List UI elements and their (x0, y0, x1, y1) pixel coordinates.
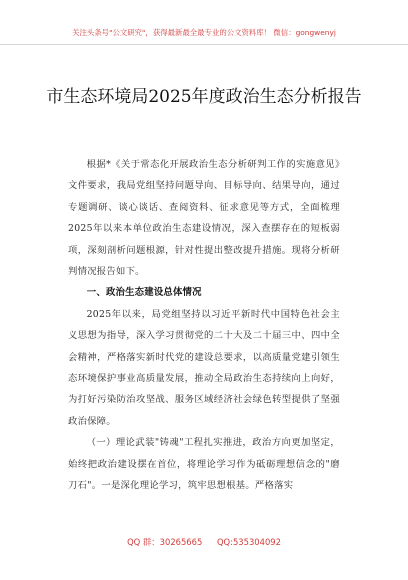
document-title: 市生态环境局2025年度政治生态分析报告 (46, 87, 362, 107)
page-header (0, 0, 408, 45)
footer-qq-group: QQ 群：30265665 (127, 537, 203, 547)
header-banner: 关注头条号"公文研究"，获得最新最全最专业的公文资料库！ 微信：gongwenyj (72, 28, 336, 37)
section-paragraph-2: （一）理论武装"铸魂"工程扎实推进，政治方向更加坚定，始终把政治建设摆在首位，将理论学习作为砥砺理想信念的"磨刀石"。一是深化理论学习，筑牢思想根基。严格落实 (68, 437, 340, 492)
section-paragraph-1: 2025年以来，局党组坚持以习近平新时代中国特色社会主义思想为指导，深入学习贯彻党的二十大及二十届三中、四中全会精神，严格落实新时代党的建设总要求，以高质量党建引领生态环境保护事业高质量发展，推动全局政治生态持续向上向好，为打好污染防治攻坚战、服务区域经济社会绿色转型提供了坚强政治保障。 (68, 308, 340, 427)
footer-qq-number: QQ:535304092 (216, 537, 281, 547)
page-footer (0, 536, 408, 548)
intro-paragraph: 根据*《关于常态化开展政治生态分析研判工作的实施意见》文件要求，我局党组坚持问题导向、目标导向、结果导向，通过专题调研、谈心谈话、查阅资料、征求意见等方式，全面梳理2025年以来本单位政治生态建设情况，深入查摆存在的短板弱项，深刻剖析问题根源，针对性提出整改提升措施。现将分析研判情况报告如下。 (68, 159, 340, 278)
document-body (68, 154, 340, 497)
section-heading: 一、政治生态建设总体情况 (86, 287, 202, 299)
document-body-clip (0, 154, 408, 524)
